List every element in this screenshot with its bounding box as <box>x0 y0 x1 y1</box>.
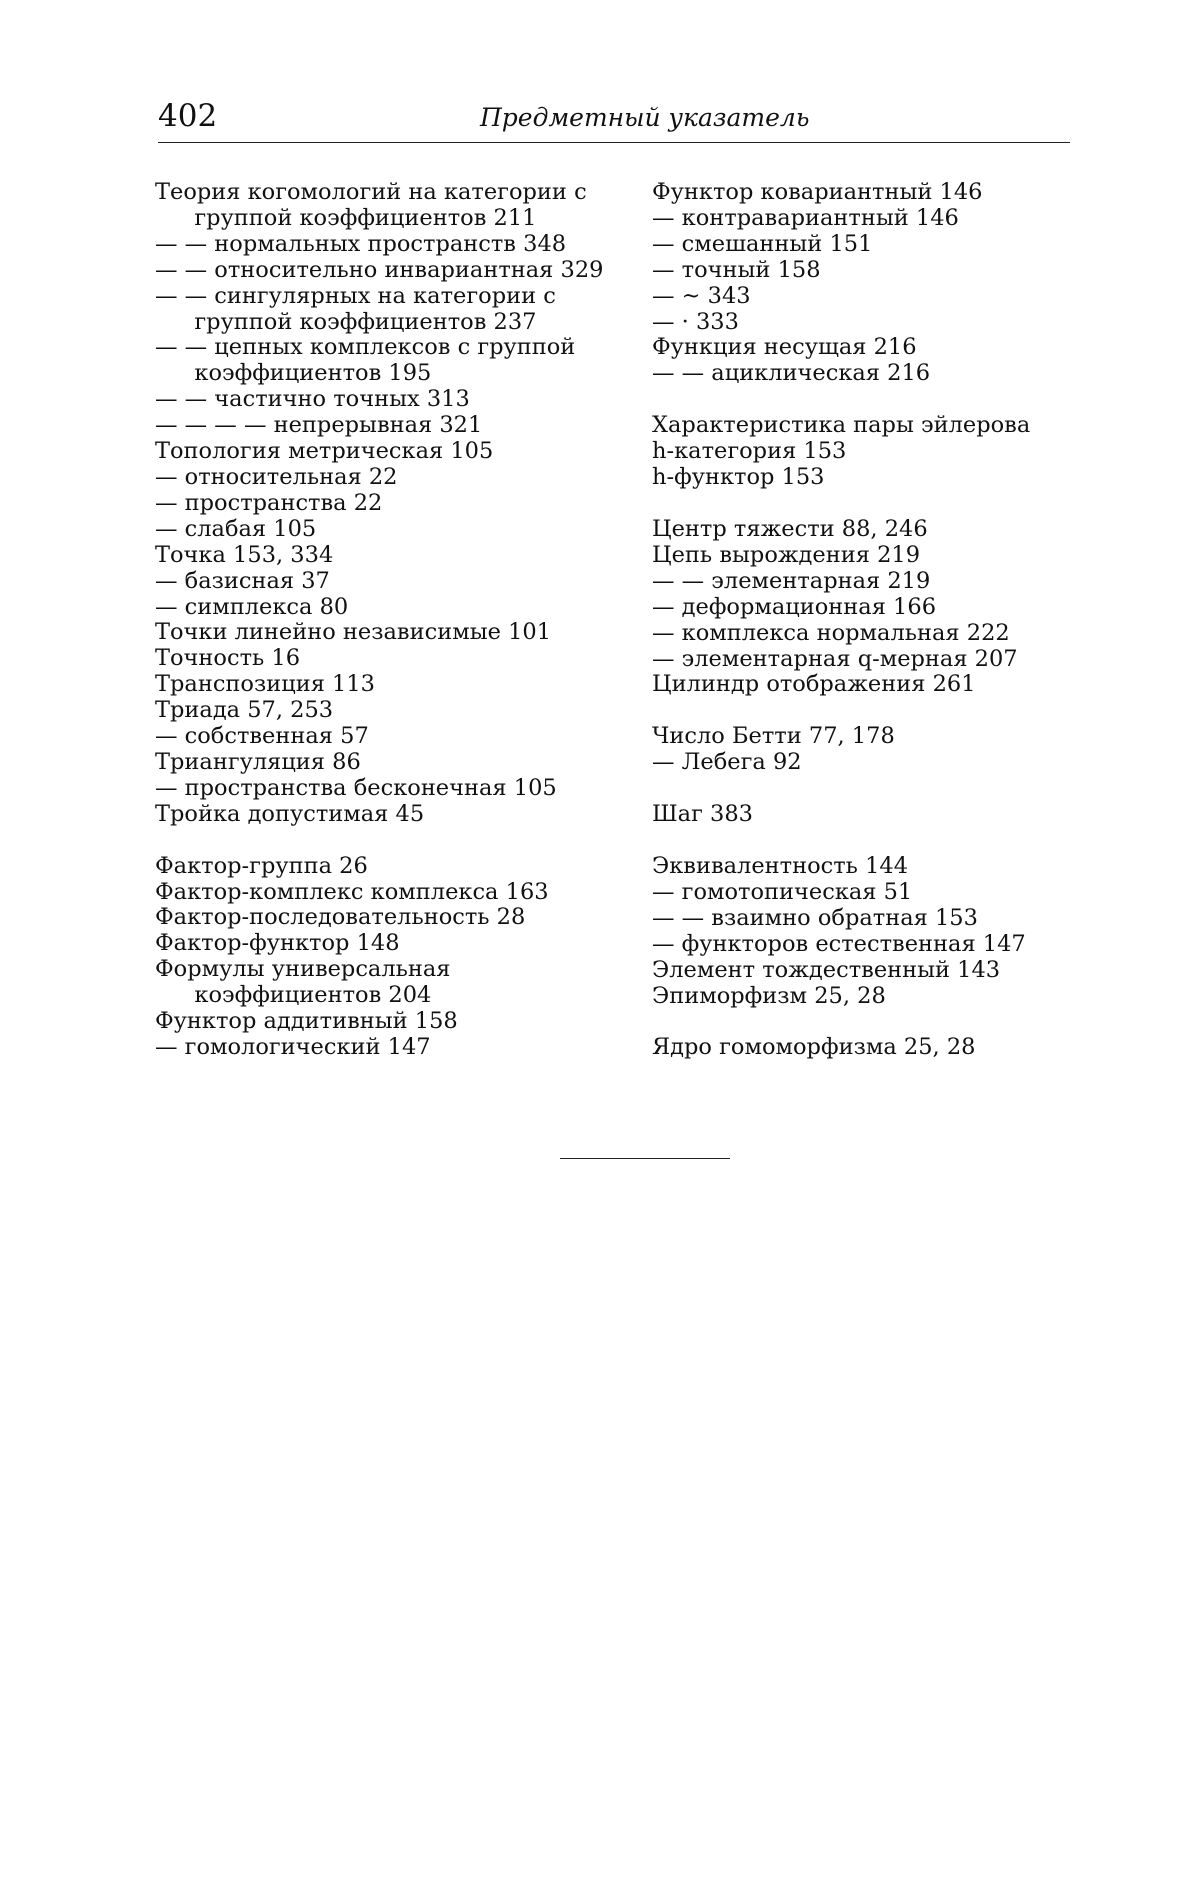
running-title: Предметный указатель <box>480 103 810 132</box>
index-entry: Фактор-последовательность 28 <box>155 904 526 931</box>
index-entry: Транспозиция 113 <box>155 671 375 698</box>
index-entry: Триада 57, 253 <box>155 697 334 724</box>
index-entry: Фактор-функтор 148 <box>155 930 400 957</box>
section-gap <box>652 828 1082 854</box>
index-entry: Функтор аддитивный 158 <box>155 1008 458 1035</box>
index-entry: — пространства 22 <box>155 489 383 516</box>
index-entry: — контравариантный 146 <box>652 204 959 231</box>
index-entry: — комплекса нормальная 222 <box>652 619 1010 646</box>
section-gap <box>652 1009 1082 1035</box>
index-entry: — · 333 <box>652 308 739 335</box>
index-entry: — — взаимно обратная 153 <box>652 904 978 931</box>
index-entry: — — нормальных пространств 348 <box>155 230 567 257</box>
index-entry: Элемент тождественный 143 <box>652 956 1001 983</box>
index-entry: — деформационная 166 <box>652 593 937 620</box>
index-column-right <box>652 180 1082 1061</box>
index-entry: Точность 16 <box>155 645 301 672</box>
index-entry: — гомотопическая 51 <box>652 878 913 905</box>
index-entry: Тройка допустимая 45 <box>155 800 425 827</box>
index-entry: Функтор ковариантный 146 <box>652 179 983 205</box>
index-entry: — — — — непрерывная 321 <box>155 412 483 439</box>
index-entry: Шаг 383 <box>652 801 753 828</box>
index-entry: h-функтор 153 <box>652 464 825 491</box>
section-gap <box>652 491 1082 517</box>
index-entry: — — относительно инвариантная 329 <box>155 256 604 283</box>
index-entry: — ~ 343 <box>652 282 751 309</box>
index-entry: — гомологический 147 <box>155 1034 431 1060</box>
header-rule <box>158 142 1070 143</box>
section-gap <box>652 776 1082 802</box>
index-entry: Характеристика пары эйлерова <box>652 412 1031 439</box>
index-entry: Ядро гомоморфизма 25, 28 <box>652 1034 976 1061</box>
index-entry: — пространства бесконечная 105 <box>155 774 557 801</box>
index-entry: Центр тяжести 88, 246 <box>652 515 928 542</box>
index-entry: — Лебега 92 <box>652 749 802 776</box>
index-entry: — слабая 105 <box>155 515 317 542</box>
index-entry: Цилиндр отображения 261 <box>652 671 976 698</box>
index-entry: — функторов естественная 147 <box>652 930 1026 957</box>
index-entry: — — частично точных 313 <box>155 386 470 413</box>
index-entry: — — сингулярных на категории с группой коэффициентов 237 <box>155 282 556 335</box>
section-gap <box>155 828 625 854</box>
index-entry: — собственная 57 <box>155 723 369 750</box>
index-entry: — точный 158 <box>652 256 821 283</box>
index-entry: — симплекса 80 <box>155 593 349 620</box>
index-entry: Формулы универсальная коэффициентов 204 <box>155 956 451 1009</box>
index-entry: Цепь вырождения 219 <box>652 541 921 568</box>
index-entry: Топология метрическая 105 <box>155 438 494 465</box>
index-column-left <box>155 180 625 1061</box>
section-gap <box>652 387 1082 413</box>
index-entry: Эквивалентность 144 <box>652 853 909 880</box>
index-entry: Эпиморфизм 25, 28 <box>652 982 886 1009</box>
index-entry: — относительная 22 <box>155 463 398 490</box>
end-rule <box>560 1158 730 1159</box>
index-entry: Фактор-комплекс комплекса 163 <box>155 878 549 905</box>
index-entry: — базисная 37 <box>155 567 330 594</box>
index-entry: h-категория 153 <box>652 438 847 465</box>
index-entry: Функция несущая 216 <box>652 334 917 361</box>
index-entry: Число Бетти 77, 178 <box>652 723 895 750</box>
index-entry: Фактор-группа 26 <box>155 852 368 879</box>
index-entry: — смешанный 151 <box>652 230 873 257</box>
page-number: 402 <box>158 98 218 134</box>
index-entry: Триангуляция 86 <box>155 748 361 775</box>
section-gap <box>652 698 1082 724</box>
index-entry: — элементарная q-мерная 207 <box>652 645 1018 672</box>
index-entry: Точка 153, 334 <box>155 541 334 568</box>
index-entry: Точки линейно независимые 101 <box>155 619 552 646</box>
index-entry: — — цепных комплексов с группой коэффициентов 195 <box>155 334 576 387</box>
index-entry: — — ациклическая 216 <box>652 360 931 387</box>
index-entry: Теория когомологий на категории с группой коэффициентов 211 <box>155 179 587 231</box>
index-entry: — — элементарная 219 <box>652 567 931 594</box>
